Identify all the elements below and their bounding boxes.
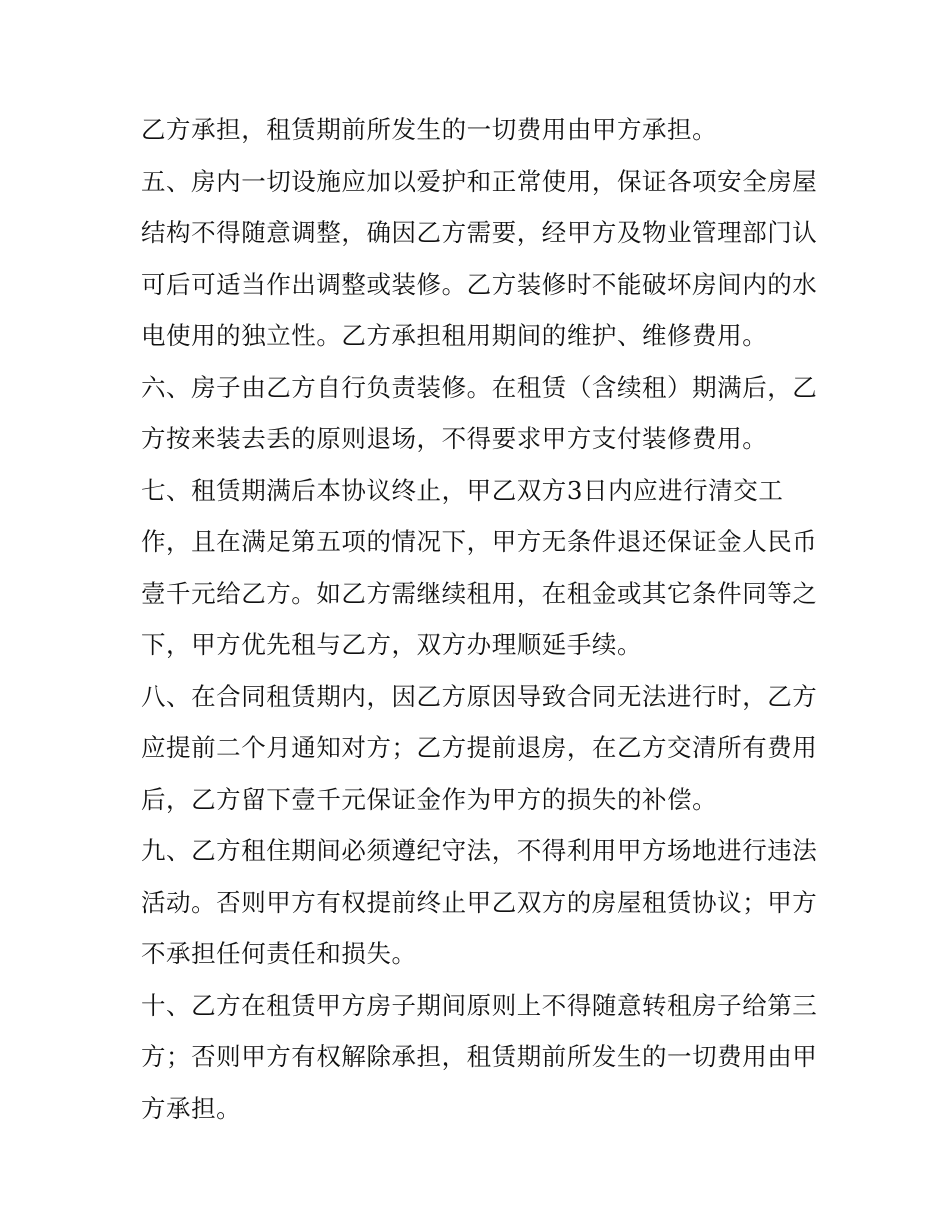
text-line-9: 作，且在满足第五项的情况下，甲方无条件退还保证金人民币: [141, 527, 818, 556]
text-line-19: 方；否则甲方有权解除承担，租赁期前所发生的一切费用由甲: [141, 1042, 818, 1071]
text-line-20: 方承担。: [141, 1093, 242, 1123]
text-line-18: 十、乙方在租赁甲方房子期间原则上不得随意转租房子给第三: [141, 990, 818, 1020]
text-line-10: 壹千元给乙方。如乙方需继续租用，在租金或其它条件同等之: [141, 578, 818, 608]
text-line-5: 电使用的独立性。乙方承担租用期间的维护、维修费用。: [141, 321, 768, 350]
text-line-11: 下，甲方优先租与乙方，双方办理顺延手续。: [141, 630, 642, 659]
text-line-1: 乙方承担，租赁期前所发生的一切费用由甲方承担。: [141, 115, 718, 144]
text-line-7: 方按来装去丢的原则退场，不得要求甲方支付装修费用。: [141, 424, 768, 453]
text-line-14: 后，乙方留下壹千元保证金作为甲方的损失的补偿。: [141, 784, 718, 814]
text-line-6: 六、房子由乙方自行负责装修。在租赁（含续租）期满后，乙: [141, 372, 818, 402]
text-line-2: 五、房内一切设施应加以爱护和正常使用，保证各项安全房屋: [141, 166, 818, 196]
contract-text-block: [141, 104, 821, 1134]
text-line-13: 应提前二个月通知对方；乙方提前退房，在乙方交清所有费用: [141, 733, 818, 762]
text-line-8: 七、租赁期满后本协议终止，甲乙双方3日内应进行清交工: [141, 475, 784, 505]
text-line-17: 不承担任何责任和损失。: [141, 939, 417, 968]
text-line-4: 可后可适当作出调整或装修。乙方装修时不能破坏房间内的水: [141, 269, 818, 299]
text-line-3: 结构不得随意调整，确因乙方需要，经甲方及物业管理部门认: [141, 218, 818, 247]
text-line-15: 九、乙方租住期间必须遵纪守法，不得利用甲方场地进行违法: [141, 836, 818, 865]
text-line-16: 活动。否则甲方有权提前终止甲乙双方的房屋租赁协议；甲方: [141, 887, 818, 917]
text-line-12: 八、在合同租赁期内，因乙方原因导致合同无法进行时，乙方: [141, 681, 818, 711]
